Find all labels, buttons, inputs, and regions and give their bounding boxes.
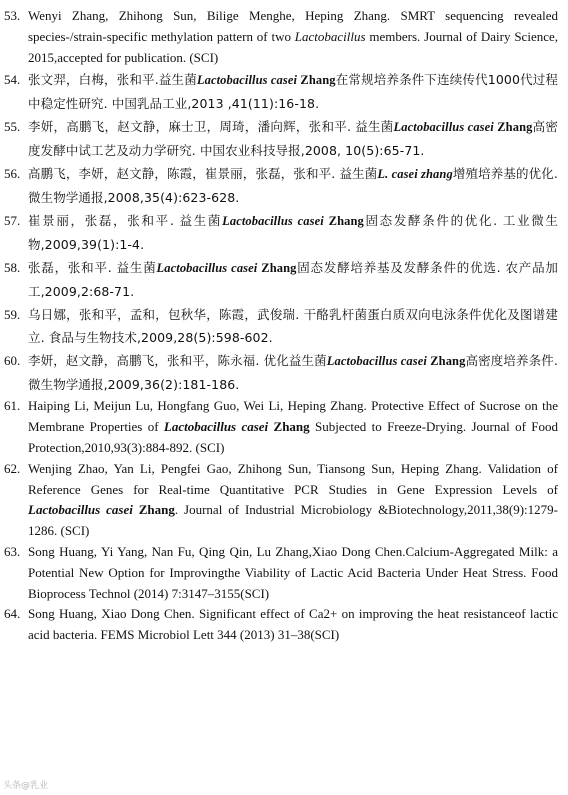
reference-item (4, 349, 558, 396)
reference-number: 54. (4, 72, 21, 88)
species-name: Lactobacillus (294, 28, 366, 44)
species-name: Lactobacillus casei (28, 502, 133, 518)
strain-name: Zhang (426, 354, 466, 369)
citation-text: 李妍，赵文静，高鹏飞，张和平，陈永福. 优化益生菌 (28, 353, 327, 369)
citation-text: 张文羿，白梅，张和平.益生菌 (28, 72, 197, 88)
species-name: Lactobacillus casei (196, 73, 298, 88)
reference-number: 60. (4, 353, 21, 369)
reference-number: 58. (4, 260, 21, 276)
citation-text: 乌日娜，张和平，孟和，包秋华，陈霞，武俊瑞. 干酪乳杆菌蛋白质双向电泳条件优化及图谱建立. 食品与生物技术,2009,28(5):598-602. (28, 307, 558, 346)
reference-text (28, 349, 558, 396)
reference-number: 57. (4, 213, 21, 229)
citation-text: Wenyi Zhang, Zhihong Sun, Bilige Menghe, Heping Zhang. SMRT sequencing revealed species-/strain-specific methylation pattern of two (28, 8, 558, 44)
strain-name: Zhang (323, 214, 364, 229)
citation-text: Subjected to Freeze-Drying. Journal of Food Protection,2010,93(3):884-892. (SCI) (28, 419, 558, 455)
citation-text: 张磊，张和平. 益生菌 (28, 260, 157, 276)
reference-item (4, 256, 558, 303)
strain-name: Zhang (297, 73, 336, 88)
reference-item (4, 396, 558, 458)
reference-text (28, 396, 558, 458)
reference-number: 59. (4, 307, 21, 323)
reference-text (28, 115, 558, 162)
watermark: 头条@乳业 (3, 781, 49, 791)
species-name: Lactobacillus casei (326, 354, 427, 369)
citation-text: Wenjing Zhao, Yan Li, Pengfei Gao, Zhihong Sun, Tiansong Sun, Heping Zhang. Validation of Reference Genes for Real-time Quantitative PCR Studies in Gene Expression Levels of (28, 460, 558, 497)
citation-text: 高密度发酵中试工艺及动力学研究. 中国农业科技导报,2008, 10(5):65-71. (28, 119, 559, 159)
reference-text (28, 256, 558, 303)
citation-text: 高密度培养条件. 微生物学通报,2009,36(2):181-186. (28, 353, 558, 393)
strain-name: Zhang (268, 419, 310, 435)
strain-name: Zhang (132, 502, 175, 518)
species-name: Lactobacillus casei (163, 419, 269, 435)
reference-number: 56. (4, 166, 21, 182)
reference-item (4, 115, 558, 162)
species-name: Lactobacillus casei (393, 120, 494, 135)
species-name: Lactobacillus casei (156, 261, 258, 276)
reference-text (28, 68, 558, 115)
reference-item (4, 209, 558, 256)
citation-text: 崔景丽，张磊，张和平. 益生菌 (28, 213, 223, 229)
reference-number: 53. (4, 8, 21, 23)
reference-text (28, 604, 558, 646)
reference-text (28, 162, 558, 209)
citation-text: members. Journal of Dairy Science, 2015,accepted for publication. (SCI) (28, 28, 558, 65)
citation-text: Haiping Li, Meijun Lu, Hongfang Guo, Wei Li, Heping Zhang. Protective Effect of Sucrose on the Membrane Properties of (28, 398, 558, 435)
reference-item (4, 303, 558, 349)
citation-text: 在常规培养条件下连续传代1000代过程中稳定性研究. 中国乳品工业,2013 ,41(11):16-18. (28, 72, 559, 112)
citation-text: Song Huang, Yi Yang, Nan Fu, Qing Qin, Lu Zhang,Xiao Dong Chen.Calcium-Aggregated Milk: a Potential New Option for Improvingthe Viability of Lactic Acid Bacteria Under Heat Stress. Food Bioprocess Technol (2014) 7:3147–3155(SCI) (28, 543, 558, 601)
reference-number: 61. (4, 398, 21, 414)
strain-name: Zhang (493, 120, 533, 135)
reference-item (4, 459, 558, 542)
reference-item (4, 162, 558, 209)
reference-item (4, 542, 558, 604)
citation-text: 固态发酵条件的优化. 工业微生物,2009,39(1):1-4. (28, 213, 559, 253)
species-name: L. casei zhang (377, 167, 453, 182)
citation-text: 固态发酵培养基及发酵条件的优选. 农产品加工,2009,2:68-71. (28, 260, 558, 300)
reference-number: 64. (4, 606, 21, 622)
reference-text (28, 303, 558, 349)
strain-name: Zhang (257, 261, 297, 276)
reference-item (4, 6, 558, 68)
species-name: Lactobacillus casei (222, 214, 324, 229)
reference-text (28, 542, 558, 604)
reference-number: 63. (4, 543, 21, 559)
citation-text: 增殖培养基的优化. 微生物学通报,2008,35(4):623-628. (28, 166, 558, 206)
citation-text: Song Huang, Xiao Dong Chen. Significant effect of Ca2+ on improving the heat resistanceof lactic acid bacteria. FEMS Microbiol Lett 344 (2013) 31–38(SCI) (28, 606, 558, 643)
reference-item (4, 604, 558, 646)
citation-text: . Journal of Industrial Microbiology &Biotechnology,2011,38(9):1279-1286. (SCI) (28, 502, 558, 539)
reference-number: 62. (4, 460, 21, 476)
citation-text: 高鹏飞，李妍，赵文静，陈霞，崔景丽，张磊，张和平. 益生菌 (28, 166, 378, 182)
citation-text: 李妍，高鹏飞，赵文静，麻士卫，周琦，潘向辉，张和平. 益生菌 (28, 119, 394, 135)
reference-text (28, 209, 558, 256)
reference-number: 55. (4, 119, 21, 135)
reference-text (28, 459, 558, 542)
reference-item (4, 68, 558, 115)
reference-text (28, 6, 558, 68)
